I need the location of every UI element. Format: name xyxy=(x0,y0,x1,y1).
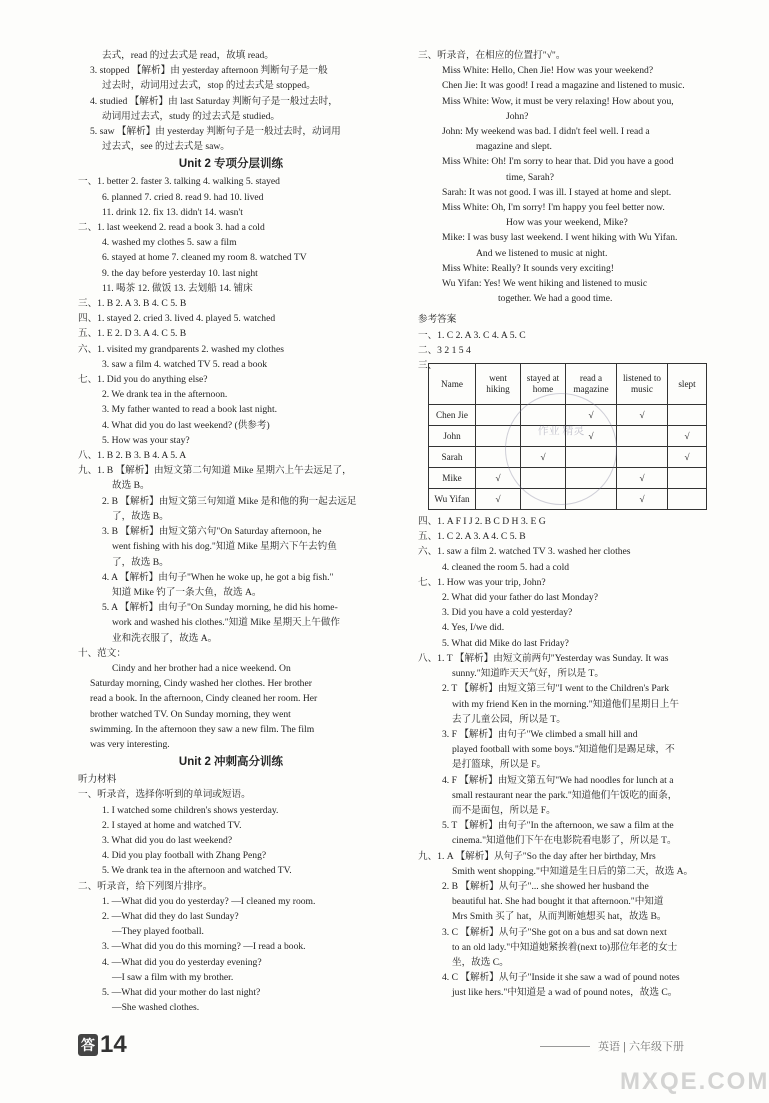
table-cell: √ xyxy=(668,426,707,447)
table-cell: Wu Yifan xyxy=(429,489,476,510)
text-line: 4. cleaned the room 5. had a cold xyxy=(442,561,570,573)
text-line: John: My weekend was bad. I didn't feel well. I read a xyxy=(442,126,650,138)
text-line: 4. Did you play football with Zhang Peng? xyxy=(102,850,267,862)
text-line: 过去时，动词用过去式，stop 的过去式是 stopped。 xyxy=(102,80,316,92)
text-line: Mrs Smith 买了 hat，从而判断她想买 hat，故选 B。 xyxy=(452,911,667,923)
left-section-1 xyxy=(78,174,384,752)
text-line: 2. We drank tea in the afternoon. xyxy=(102,389,228,401)
section-heading: Unit 2 冲刺高分训练 xyxy=(178,756,284,769)
footer-book-title: 英语 | 六年级下册 xyxy=(598,1041,684,1053)
table-cell xyxy=(668,405,707,426)
text-line: 了，故选 B。 xyxy=(112,510,169,522)
table-cell: Chen Jie xyxy=(429,405,476,426)
text-line: 九、1. A 【解析】从句子"So the day after her birthday, Mrs xyxy=(418,850,656,862)
text-line: 是打篮球，所以是 F。 xyxy=(452,759,547,771)
text-line: 4. F 【解析】由短文第五句"We had noodles for lunch at a xyxy=(442,774,674,786)
text-line: 故选 B。 xyxy=(112,480,150,492)
text-line: 业和洗衣服了，故选 A。 xyxy=(112,632,218,644)
table-cell: √ xyxy=(617,468,668,489)
table-cell: √ xyxy=(476,468,521,489)
text-line: Miss White: Hello, Chen Jie! How was your weekend? xyxy=(442,65,654,77)
text-line: 六、1. visited my grandparents 2. washed my clothes xyxy=(78,343,284,355)
text-line: 三、 xyxy=(418,360,438,372)
dialog-block xyxy=(418,48,730,306)
text-line: 2. What did your father do last Monday? xyxy=(442,592,598,604)
text-line: time, Sarah? xyxy=(506,171,554,183)
text-line: 4. Yes, I/we did. xyxy=(442,622,505,634)
text-line: 3. My father wanted to read a book last night. xyxy=(102,404,278,416)
text-line: 坐，故选 C。 xyxy=(452,956,509,968)
text-line: cinema."知道他们下午在电影院看电影了，所以是 T。 xyxy=(452,835,677,847)
text-line: to an old lady."中知道她紧挨着(next to)那位年老的女士 xyxy=(452,941,678,953)
table-header: Name xyxy=(429,364,476,405)
text-line: 11. drink 12. fix 13. didn't 14. wasn't xyxy=(102,206,243,218)
text-line: 2. I stayed at home and watched TV. xyxy=(102,819,242,831)
text-line: Sarah: It was not good. I was ill. I stayed at home and slept. xyxy=(442,186,672,198)
left-section-2 xyxy=(78,772,384,1015)
text-line: played football with some boys."知道他们是踢足球，不 xyxy=(452,744,675,756)
text-line: 三、听录音，在相应的位置打"√"。 xyxy=(418,50,566,61)
text-line: magazine and slept. xyxy=(476,141,552,153)
text-line: 1. —What did you do yesterday? —I cleaned my room. xyxy=(102,895,316,907)
text-line: 5. T 【解析】由句子"In the afternoon, we saw a film at the xyxy=(442,820,674,832)
text-line: Cindy and her brother had a nice weekend. On xyxy=(112,662,291,674)
text-line: 1. I watched some children's shows yesterday. xyxy=(102,804,279,816)
text-line: 二、1. last weekend 2. read a book 3. had a cold xyxy=(78,222,265,234)
text-line: —They played football. xyxy=(112,926,204,938)
text-line: —I saw a film with my brother. xyxy=(112,971,234,983)
text-line: 6. stayed at home 7. cleaned my room 8. watched TV xyxy=(102,252,307,264)
table-header: slept xyxy=(668,364,707,405)
text-line: 而不是面包，所以是 F。 xyxy=(452,804,556,816)
text-line: 3. C 【解析】从句子"She got on a bus and sat down next xyxy=(442,926,667,938)
text-line: Miss White: Wow, it must be very relaxing! How about you, xyxy=(442,95,674,107)
text-line: 6. planned 7. cried 8. read 9. had 10. lived xyxy=(102,191,264,203)
table-cell: √ xyxy=(566,405,617,426)
text-line: Miss White: Oh! I'm sorry to hear that. Did you have a good xyxy=(442,156,674,168)
page-number-block xyxy=(78,1032,127,1058)
text-line: 5. What did Mike do last Friday? xyxy=(442,637,569,649)
left-top-block xyxy=(78,48,384,154)
table-header: stayed at home xyxy=(521,364,566,405)
text-line: went fishing with his dog."知道 Mike 星期六下午去钓鱼 xyxy=(112,541,337,553)
text-line: 二、3 2 1 5 4 xyxy=(418,344,471,356)
table-header: listened to music xyxy=(617,364,668,405)
text-line: together. We had a good time. xyxy=(498,293,613,305)
text-line: small restaurant near the park."知道他们午饭吃的面条， xyxy=(452,789,678,801)
section-heading: Unit 2 专项分层训练 xyxy=(178,158,284,171)
text-line: And we listened to music at night. xyxy=(476,247,608,259)
text-line: work and washed his clothes."知道 Mike 星期天上午做作 xyxy=(112,617,341,629)
text-line: 去式，read 的过去式是 read，故填 read。 xyxy=(102,50,274,61)
text-line: 3. stopped 【解析】由 yesterday afternoon 判断句子是一般 xyxy=(90,65,328,77)
text-line: 3. B 【解析】由短文第六句"On Saturday afternoon, he xyxy=(102,526,322,538)
text-line: 5. A 【解析】由句子"On Sunday morning, he did his home- xyxy=(102,602,338,614)
text-line: 3. F 【解析】由句子"We climbed a small hill and xyxy=(442,728,638,740)
text-line: 五、1. E 2. D 3. A 4. C 5. B xyxy=(78,328,187,340)
text-line: beautiful hat. She had bought it that afternoon."中知道 xyxy=(452,896,664,908)
text-line: 过去式，see 的过去式是 saw。 xyxy=(102,141,230,153)
text-line: 2. B 【解析】从句子"... she showed her husband the xyxy=(442,880,649,892)
text-line: Miss White: Really? It sounds very exciting! xyxy=(442,262,614,274)
table-cell: √ xyxy=(668,447,707,468)
table-cell: √ xyxy=(617,489,668,510)
text-line: with my friend Ken in the morning."知道他们星期日上午 xyxy=(452,698,679,710)
text-line: 4. C 【解析】从句子"Inside it she saw a wad of pound notes xyxy=(442,972,680,984)
text-line: just like hers."中知道是 a wad of pound notes，故选 C。 xyxy=(452,987,678,999)
answers-title: 参考答案 xyxy=(418,314,457,326)
text-line: 知道 Mike 钓了一条大鱼，故选 A。 xyxy=(112,586,262,598)
text-line: 去了儿童公园，所以是 T。 xyxy=(452,713,566,725)
watermark-logo: MXQE.COM xyxy=(620,1068,769,1095)
text-line: 八、1. B 2. B 3. B 4. A 5. A xyxy=(78,450,187,462)
text-line: 11. 喝茶 12. 做饭 13. 去划船 14. 铺床 xyxy=(102,282,253,294)
text-line: 2. —What did they do last Sunday? xyxy=(102,910,239,922)
text-line: 3. Did you have a cold yesterday? xyxy=(442,607,573,619)
answer-badge: 答 xyxy=(78,1034,98,1056)
text-line: Chen Jie: It was good! I read a magazine and listened to music. xyxy=(442,80,685,92)
left-column xyxy=(78,48,384,1015)
text-line: 4. What did you do last weekend? (供参考) xyxy=(102,419,270,431)
text-line: 4. A 【解析】由句子"When he woke up, he got a big fish." xyxy=(102,571,334,583)
text-line: 七、1. Did you do anything else? xyxy=(78,374,208,386)
table-cell: Mike xyxy=(429,468,476,489)
table-cell: √ xyxy=(476,489,521,510)
text-line: 五、1. C 2. A 3. A 4. C 5. B xyxy=(418,531,526,543)
text-line: 九、1. B 【解析】由短文第二句知道 Mike 星期六上午去远足了， xyxy=(78,465,352,477)
text-line: swimming. In the afternoon they saw a new film. The film xyxy=(90,723,315,735)
text-line: brother watched TV. On Sunday morning, they went xyxy=(90,708,291,720)
text-line: Smith went shopping."中知道是生日后的第二天，故选 A。 xyxy=(452,865,694,877)
text-line: Miss White: Oh, I'm sorry! I'm happy you feel better now. xyxy=(442,202,665,214)
text-line: 一、听录音，选择你听到的单词或短语。 xyxy=(78,789,251,801)
text-line: 4. washed my clothes 5. saw a film xyxy=(102,237,237,249)
text-line: 5. How was your stay? xyxy=(102,434,190,446)
table-cell: √ xyxy=(521,447,566,468)
text-line: 听力材料 xyxy=(78,774,117,786)
text-line: 二、听录音，给下列图片排序。 xyxy=(78,880,213,892)
text-line: 一、1. C 2. A 3. C 4. A 5. C xyxy=(418,329,526,341)
text-line: 七、1. How was your trip, John? xyxy=(418,576,546,588)
text-line: 5. We drank tea in the afternoon and watched TV. xyxy=(102,865,292,877)
text-line: Saturday morning, Cindy washed her clothes. Her brother xyxy=(90,678,312,690)
text-line: 四、1. A F I J 2. B C D H 3. E G xyxy=(418,516,546,528)
table-cell: √ xyxy=(617,405,668,426)
table-cell xyxy=(668,489,707,510)
answers-block xyxy=(418,514,730,1001)
text-line: 3. What did you do last weekend? xyxy=(102,834,233,846)
text-line: 三、1. B 2. A 3. B 4. C 5. B xyxy=(78,298,187,310)
text-line: read a book. In the afternoon, Cindy cleaned her room. Her xyxy=(90,693,318,705)
text-line: 3. saw a film 4. watched TV 5. read a book xyxy=(102,358,268,370)
text-line: 4. —What did you do yesterday evening? xyxy=(102,956,262,968)
table-cell xyxy=(617,426,668,447)
text-line: —She washed clothes. xyxy=(112,1002,200,1014)
table-cell: John xyxy=(429,426,476,447)
text-line: 八、1. T 【解析】由短文前两句"Yesterday was Sunday. It was xyxy=(418,652,669,664)
right-column xyxy=(418,48,730,1001)
text-line: Mike: I was busy last weekend. I went hiking with Wu Yifan. xyxy=(442,232,678,244)
text-line: 动词用过去式，study 的过去式是 studied。 xyxy=(102,110,281,122)
footer-rule xyxy=(540,1046,590,1047)
text-line: 2. T 【解析】由短文第三句"I went to the Children's Park xyxy=(442,683,669,695)
text-line: 四、1. stayed 2. cried 3. lived 4. played 5. watched xyxy=(78,313,276,325)
table-header: went hiking xyxy=(476,364,521,405)
text-line: 5. —What did your mother do last night? xyxy=(102,986,261,998)
text-line: was very interesting. xyxy=(90,738,170,750)
text-line: 9. the day before yesterday 10. last night xyxy=(102,267,258,279)
text-line: John? xyxy=(506,110,529,122)
text-line: 一、1. better 2. faster 3. talking 4. walking 5. stayed xyxy=(78,176,280,188)
text-line: 4. studied 【解析】由 last Saturday 判断句子是一般过去时， xyxy=(90,95,338,107)
stamp-text: 作业 精灵 xyxy=(537,425,585,437)
text-line: 六、1. saw a film 2. watched TV 3. washed her clothes xyxy=(418,546,631,558)
table-cell: Sarah xyxy=(429,447,476,468)
stamp-seal xyxy=(505,393,617,505)
page-number: 14 xyxy=(100,1031,127,1058)
text-line: 了，故选 B。 xyxy=(112,556,169,568)
table-cell xyxy=(668,468,707,489)
text-line: 3. —What did you do this morning? —I read a book. xyxy=(102,941,306,953)
text-line: How was your weekend, Mike? xyxy=(506,217,628,229)
table-cell: √ xyxy=(566,426,617,447)
table-header: read a magazine xyxy=(566,364,617,405)
text-line: sunny."知道昨天天气好，所以是 T。 xyxy=(452,668,604,680)
text-line: 2. B 【解析】由短文第三句知道 Mike 是和他的狗一起去远足 xyxy=(102,495,357,507)
text-line: 5. saw 【解析】由 yesterday 判断句子是一般过去时，动词用 xyxy=(90,126,341,138)
text-line: Wu Yifan: Yes! We went hiking and listened to music xyxy=(442,278,648,290)
table-cell xyxy=(617,447,668,468)
text-line: 十、范文： xyxy=(78,647,126,659)
